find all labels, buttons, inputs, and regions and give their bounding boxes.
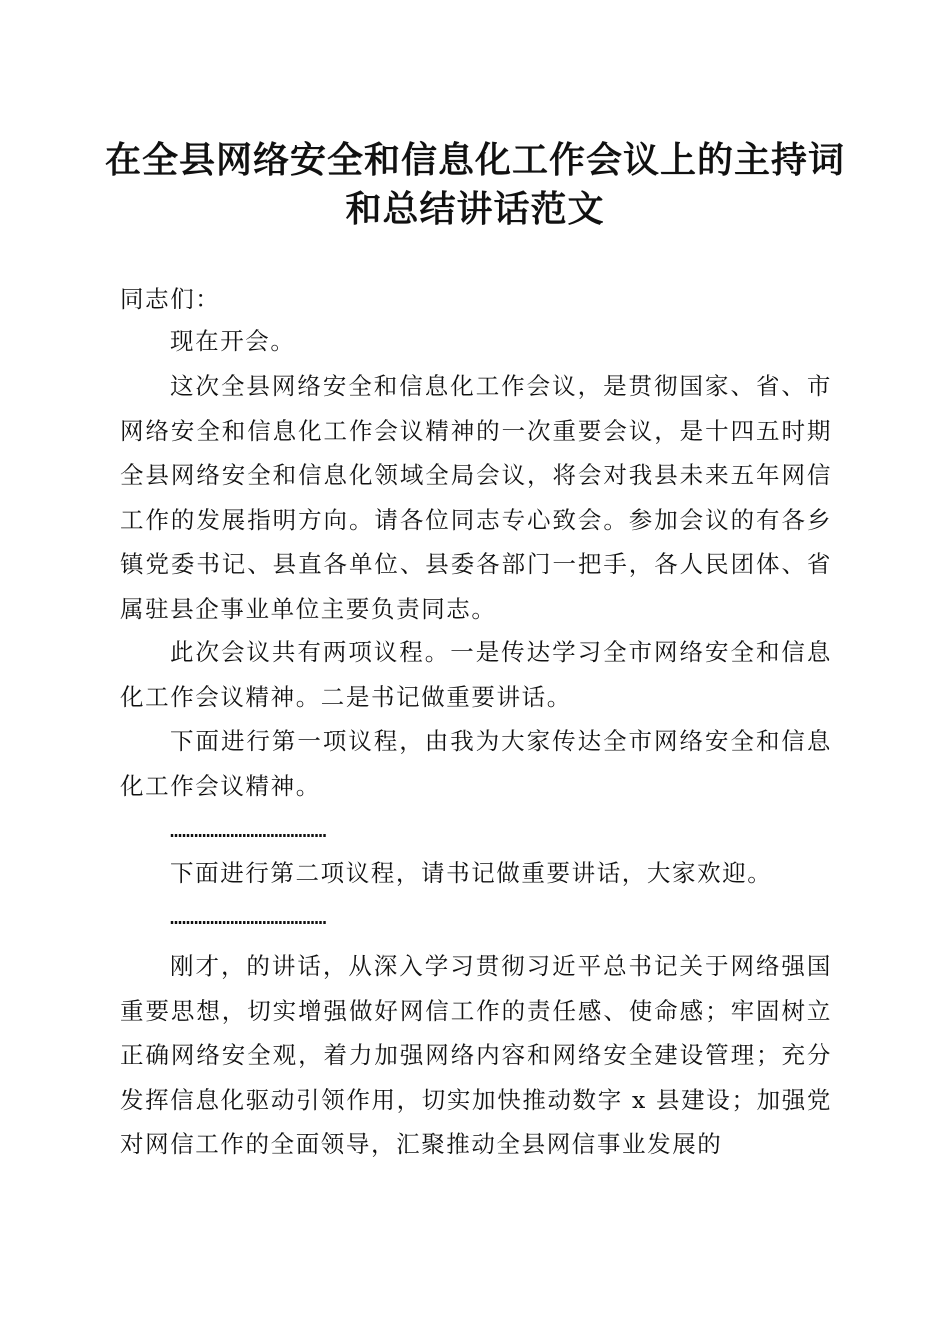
paragraph-agenda: 此次会议共有两项议程。一是传达学习全市网络安全和信息化工作会议精神。二是书记做重要讲话。: [120, 638, 832, 711]
paragraph-first-item: 下面进行第一项议程，由我为大家传达全市网络安全和信息化工作会议精神。: [120, 727, 832, 800]
ellipsis-separator: …………………………………: [170, 818, 327, 842]
ellipsis-separator: …………………………………: [170, 905, 327, 929]
salutation: 同志们：: [120, 285, 221, 313]
paragraph-meeting-intro: 这次全县网络安全和信息化工作会议，是贯彻国家、省、市网络安全和信息化工作会议精神的一次重要会议，是十四五时期全县网络安全和信息化领域全局会议，将会对我县未来五年网信工作的发展指明方向。请各位同志专心致会。参加会议的有各乡镇党委书记、县直各单位、县委各部门一把手，各人民团体、省属驻县企事业单位主要负责同志。: [120, 372, 832, 623]
document-title-line-2: 和总结讲话范文: [345, 188, 605, 230]
paragraph-open-meeting: 现在开会。: [170, 327, 296, 355]
paragraph-summary: 刚才，的讲话，从深入学习贯彻习近平总书记关于网络强国重要思想，切实增强做好网信工作的责任感、使命感；牢固树立正确网络安全观，着力加强网络内容和网络安全建设管理；充分发挥信息化驱动引领作用，切实加快推动数字 x 县建设；加强党对网信工作的全面领导，汇聚推动全县网信事业发展的: [120, 952, 832, 1158]
document-title-line-1: 在全县网络安全和信息化工作会议上的主持词: [104, 139, 845, 181]
paragraph-second-item: 下面进行第二项议程，请书记做重要讲话，大家欢迎。: [170, 859, 773, 887]
